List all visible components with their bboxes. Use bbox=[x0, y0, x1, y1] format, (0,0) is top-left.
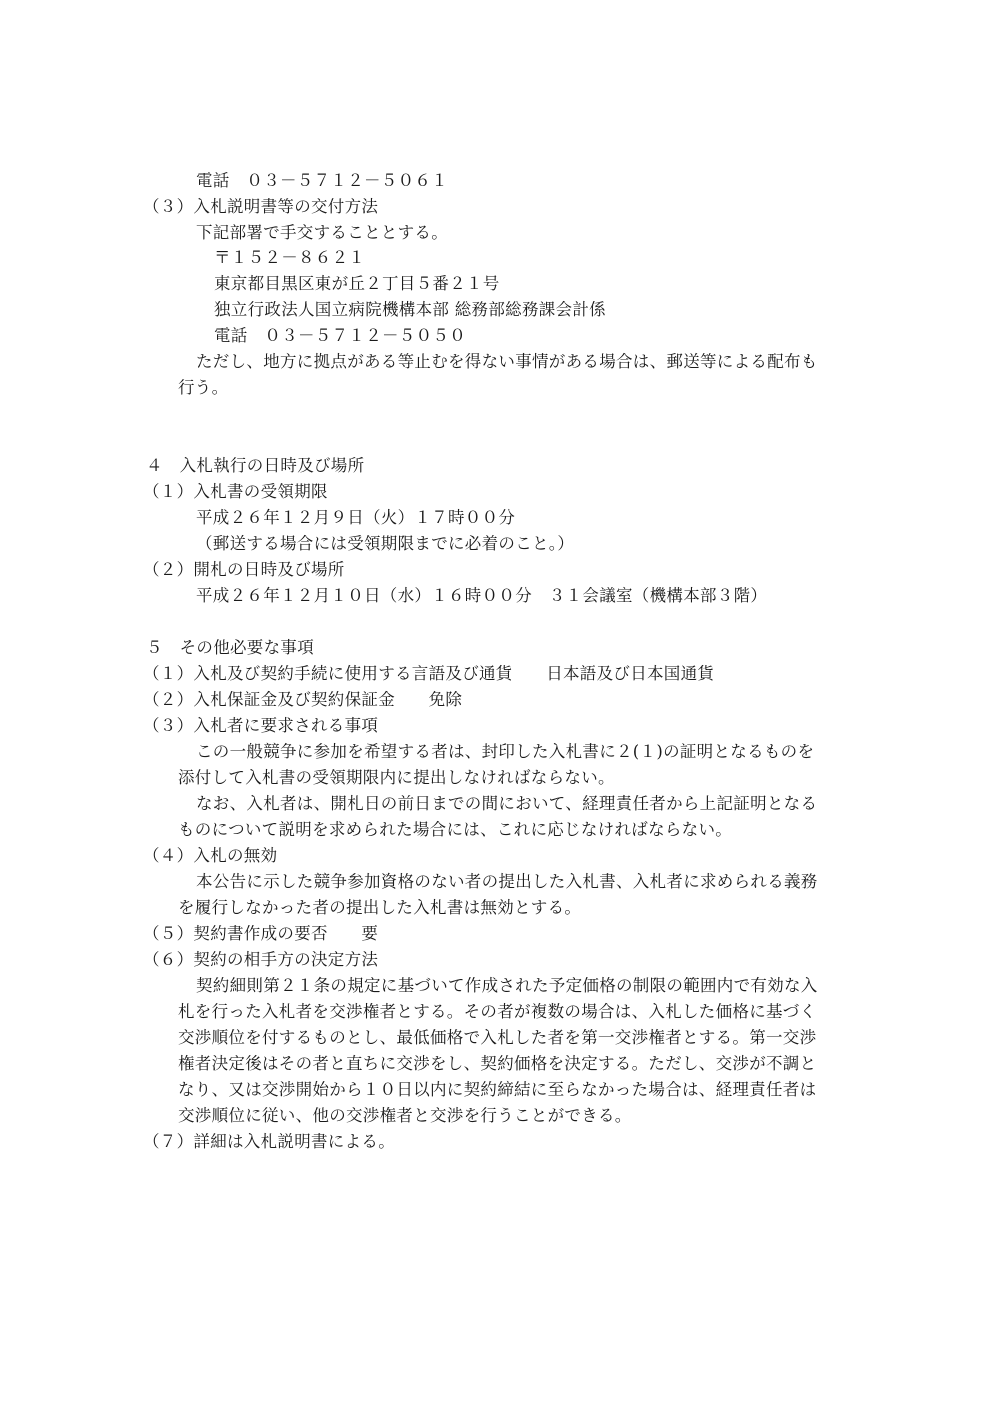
section4-item1-date: 平成２６年１２月９日（火）１７時００分 bbox=[196, 508, 516, 527]
department: 独立行政法人国立病院機構本部 総務部総務課会計係 bbox=[214, 300, 606, 319]
note-line-2: 行う。 bbox=[178, 378, 229, 397]
section5-item3-heading: （３）入札者に要求される事項 bbox=[143, 716, 379, 735]
section4-heading: ４ 入札執行の日時及び場所 bbox=[146, 456, 365, 475]
section5-item6-line6: 交渉順位に従い、他の交渉権者と交渉を行うことができる。 bbox=[178, 1106, 632, 1125]
section5-item3-p2-line2: ものについて説明を求められた場合には、これに応じなければならない。 bbox=[178, 820, 733, 839]
section5-item3-p1-line2: 添付して入札書の受領期限内に提出しなければならない。 bbox=[178, 768, 615, 787]
section5-item6-line4: 権者決定後はその者と直ちに交渉をし、契約価格を決定する。ただし、交渉が不調と bbox=[178, 1054, 817, 1073]
section4-item1-heading: （１）入札書の受領期限 bbox=[143, 482, 328, 501]
section5-item6-heading: （６）契約の相手方の決定方法 bbox=[143, 950, 379, 969]
tel-line-2: 電話 ０３－５７１２－５０５０ bbox=[214, 326, 466, 345]
section5-item5: （５）契約書作成の要否 要 bbox=[143, 924, 379, 943]
item3-body: 下記部署で手交することとする。 bbox=[196, 223, 448, 242]
section5-item3-p2-line1: なお、入札者は、開札日の前日までの間において、経理責任者から上記証明となる bbox=[196, 794, 818, 813]
section4-item2-heading: （２）開札の日時及び場所 bbox=[143, 560, 345, 579]
section5-item7: （７）詳細は入札説明書による。 bbox=[143, 1132, 395, 1151]
section5-item4-line2: を履行しなかった者の提出した入札書は無効とする。 bbox=[178, 898, 582, 917]
section5-item6-line2: 札を行った入札者を交渉権者とする。その者が複数の場合は、入札した価格に基づく bbox=[178, 1002, 817, 1021]
section5-item6-line1: 契約細則第２１条の規定に基づいて作成された予定価格の制限の範囲内で有効な入 bbox=[196, 976, 818, 995]
section5-item1: （１）入札及び契約手続に使用する言語及び通貨 日本語及び日本国通貨 bbox=[143, 664, 715, 683]
section4-item2-body: 平成２６年１２月１０日（水）１６時００分 ３１会議室（機構本部３階） bbox=[196, 586, 768, 605]
postal-code: 〒１５２－８６２１ bbox=[214, 248, 366, 267]
section5-heading: ５ その他必要な事項 bbox=[146, 638, 314, 657]
note-line-1: ただし、地方に拠点がある等止むを得ない事情がある場合は、郵送等による配布も bbox=[196, 352, 818, 371]
section5-item2: （２）入札保証金及び契約保証金 免除 bbox=[143, 690, 463, 709]
tel-line-1: 電話 ０３－５７１２－５０６１ bbox=[196, 171, 448, 190]
section4-item1-note: （郵送する場合には受領期限までに必着のこと。） bbox=[196, 534, 575, 553]
section5-item6-line3: 交渉順位を付するものとし、最低価格で入札した者を第一交渉権者とする。第一交渉 bbox=[178, 1028, 817, 1047]
section5-item4-heading: （４）入札の無効 bbox=[143, 846, 278, 865]
section5-item4-line1: 本公告に示した競争参加資格のない者の提出した入札書、入札者に求められる義務 bbox=[196, 872, 818, 891]
address: 東京都目黒区東が丘２丁目５番２１号 bbox=[214, 274, 500, 293]
section5-item3-p1-line1: この一般競争に参加を希望する者は、封印した入札書に２(１)の証明となるものを bbox=[196, 742, 815, 761]
section5-item6-line5: なり、又は交渉開始から１０日以内に契約締結に至らなかった場合は、経理責任者は bbox=[178, 1080, 817, 1099]
item3-heading: （３）入札説明書等の交付方法 bbox=[143, 197, 379, 216]
